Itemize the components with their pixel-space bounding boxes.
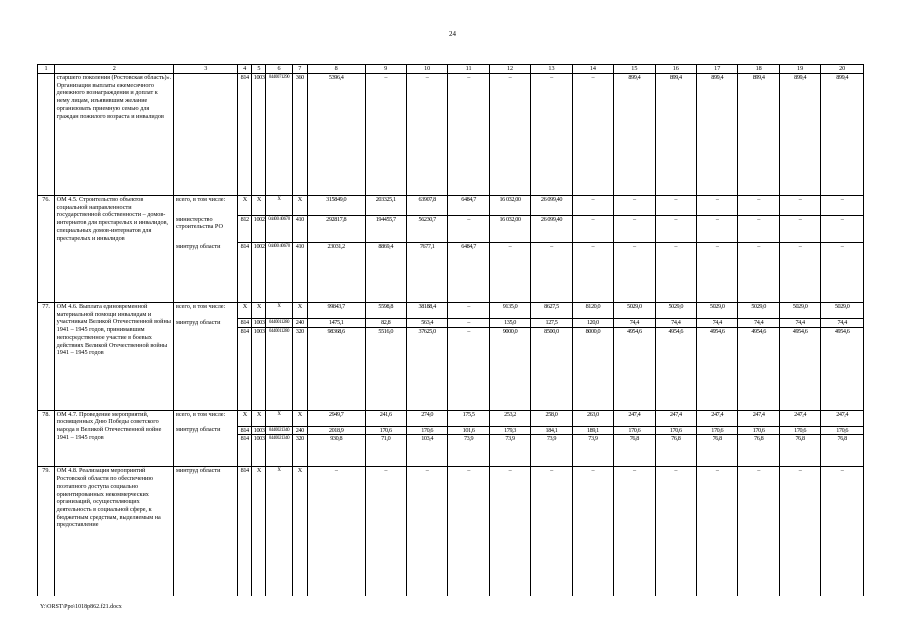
value-col-20: – <box>821 216 864 243</box>
value-col-6: Х <box>266 303 292 319</box>
value-col-10: 56230,7 <box>406 216 447 243</box>
value-col-19: 76,8 <box>779 435 820 467</box>
value-col-8: 23031,2 <box>307 243 365 303</box>
value-col-4: Х <box>238 303 252 319</box>
value-col-9: – <box>365 467 406 596</box>
value-col-17: – <box>697 467 738 596</box>
executor: минтруд области <box>174 467 238 596</box>
value-col-7: Х <box>292 303 307 319</box>
measure-description: старшего поколения (Ростовская область)». Организация выплаты ежемесячного денежного вознаграждения и доплат к нему лицам, изъявившим желание организовать приемную семью для граждан пожилого возраста и инвалидов <box>55 74 174 196</box>
value-col-6: 04400 40670 <box>266 216 292 243</box>
budget-table <box>37 64 864 596</box>
column-number-2: 2 <box>55 65 174 74</box>
value-col-15: 899,4 <box>614 74 655 196</box>
value-col-16: – <box>655 216 696 243</box>
value-col-6: 04400 40670 <box>266 243 292 303</box>
value-col-8: 1475,1 <box>307 319 365 328</box>
budget-table-container <box>37 64 864 596</box>
value-col-15: 247,4 <box>614 410 655 426</box>
executor: всего, в том числе: <box>174 196 238 216</box>
value-col-8: 930,8 <box>307 435 365 467</box>
value-col-10: 103,4 <box>406 435 447 467</box>
value-col-10: 38188,4 <box>406 303 447 319</box>
value-col-19: 74,4 <box>779 319 820 328</box>
value-col-12: 16 032,00 <box>489 216 530 243</box>
value-col-12: 135,0 <box>489 319 530 328</box>
value-col-18: 4954,6 <box>738 327 779 410</box>
column-number-17: 17 <box>697 65 738 74</box>
value-col-17: 5029,0 <box>697 303 738 319</box>
column-number-19: 19 <box>779 65 820 74</box>
value-col-12: 73,9 <box>489 435 530 467</box>
value-col-12: 9135,0 <box>489 303 530 319</box>
value-col-14: – <box>572 196 613 216</box>
value-col-18: 899,4 <box>738 74 779 196</box>
value-col-13: – <box>531 74 572 196</box>
value-col-20: 5029,0 <box>821 303 864 319</box>
value-col-9: 71,0 <box>365 435 406 467</box>
value-col-12: 179,3 <box>489 426 530 435</box>
value-col-14: 8000,0 <box>572 327 613 410</box>
value-col-14: 120,0 <box>572 319 613 328</box>
value-col-14: – <box>572 467 613 596</box>
value-col-14: 73,9 <box>572 435 613 467</box>
value-col-15: – <box>614 216 655 243</box>
value-col-19: 247,4 <box>779 410 820 426</box>
value-col-5: Х <box>252 196 266 216</box>
value-col-7: 320 <box>292 435 307 467</box>
value-col-17: 247,4 <box>697 410 738 426</box>
value-col-7: 410 <box>292 243 307 303</box>
value-col-4: 814 <box>238 327 252 410</box>
measure-description: ОМ 4.6. Выплата единовременной материальной помощи инвалидам и участникам Великой Отечественной войны 1941 – 1945 годов, принимавшим непосредственное участие в боевых действиях Великой Отечественной войны 1941 – 1945 годов <box>55 303 174 411</box>
column-number-20: 20 <box>821 65 864 74</box>
value-col-4: 814 <box>238 319 252 328</box>
value-col-13: 73,9 <box>531 435 572 467</box>
value-col-11: – <box>448 74 489 196</box>
value-col-12: – <box>489 243 530 303</box>
value-col-9: – <box>365 74 406 196</box>
column-number-1: 1 <box>38 65 55 74</box>
value-col-10: – <box>406 74 447 196</box>
value-col-17: – <box>697 196 738 216</box>
value-col-11: – <box>448 467 489 596</box>
value-col-7: 240 <box>292 319 307 328</box>
value-col-11: – <box>448 327 489 410</box>
column-number-8: 8 <box>307 65 365 74</box>
value-col-9: 203325,1 <box>365 196 406 216</box>
column-number-5: 5 <box>252 65 266 74</box>
value-col-6: Х <box>266 410 292 426</box>
column-number-11: 11 <box>448 65 489 74</box>
value-col-8: – <box>307 467 365 596</box>
value-col-13: 127,5 <box>531 319 572 328</box>
value-col-15: 5029,0 <box>614 303 655 319</box>
value-col-11: – <box>448 303 489 319</box>
executor <box>174 327 238 410</box>
value-col-9: 8869,4 <box>365 243 406 303</box>
value-col-5: 1003 <box>253 319 265 326</box>
value-col-5: 1002 <box>252 216 266 243</box>
value-col-10: 170,6 <box>406 426 447 435</box>
value-col-10: 63907,8 <box>406 196 447 216</box>
value-col-20: – <box>821 243 864 303</box>
value-col-12: 9000,0 <box>489 327 530 410</box>
column-number-13: 13 <box>531 65 572 74</box>
row-number: 79. <box>38 467 55 596</box>
value-col-17: – <box>697 243 738 303</box>
value-col-14: – <box>572 216 613 243</box>
value-col-20: – <box>821 467 864 596</box>
value-col-7: Х <box>292 467 307 596</box>
value-col-7: 320 <box>292 327 307 410</box>
executor <box>174 74 238 196</box>
value-col-5: 1002 <box>252 243 266 303</box>
value-col-8: 5396,4 <box>307 74 365 196</box>
value-col-7: Х <box>292 410 307 426</box>
value-col-10: 563,4 <box>406 319 447 328</box>
row-77-line <box>38 303 864 319</box>
value-col-12: 253,2 <box>489 410 530 426</box>
value-col-17: 170,6 <box>697 426 738 435</box>
value-col-19: – <box>779 216 820 243</box>
value-col-16: 4954,6 <box>655 327 696 410</box>
value-col-14: 189,1 <box>572 426 613 435</box>
value-col-13: 26 099,40 <box>531 196 572 216</box>
value-col-13: – <box>531 467 572 596</box>
value-col-13: 26 099,40 <box>531 216 572 243</box>
value-col-4: 814 <box>238 426 252 435</box>
value-col-8: 2018,9 <box>307 426 365 435</box>
value-col-11: – <box>448 319 489 328</box>
value-col-13: 258,0 <box>531 410 572 426</box>
value-col-20: 74,4 <box>821 319 864 328</box>
value-col-7: Х <box>292 196 307 216</box>
value-col-11: – <box>448 216 489 243</box>
value-col-9: 170,6 <box>365 426 406 435</box>
value-col-8: 315849,0 <box>307 196 365 216</box>
value-col-16: 247,4 <box>655 410 696 426</box>
value-col-16: 5029,0 <box>655 303 696 319</box>
value-col-6: 0440021340 <box>266 426 292 435</box>
value-col-19: 170,6 <box>779 426 820 435</box>
value-col-15: – <box>614 467 655 596</box>
value-col-20: 4954,6 <box>821 327 864 410</box>
value-col-9: 241,6 <box>365 410 406 426</box>
value-col-14: – <box>572 74 613 196</box>
row-number: 77. <box>38 303 55 411</box>
page-number: 24 <box>449 30 456 38</box>
value-col-8: 99843,7 <box>307 303 365 319</box>
value-col-19: – <box>779 243 820 303</box>
value-col-5: 1003 <box>252 74 266 196</box>
executor: министерство строительства РО <box>174 216 238 243</box>
value-col-16: 170,6 <box>655 426 696 435</box>
value-col-19: 5029,0 <box>779 303 820 319</box>
value-col-5: Х <box>252 303 266 319</box>
measure-description: ОМ 4.7. Проведение мероприятий, посвященных Дню Победы советского народа в Великой Отечественной войне 1941 – 1945 годов <box>55 410 174 467</box>
value-col-10: 7677,1 <box>406 243 447 303</box>
value-col-4: 814 <box>238 243 252 303</box>
column-number-4: 4 <box>238 65 252 74</box>
value-col-6: 0440011280 <box>266 327 292 410</box>
value-col-10: 274,0 <box>406 410 447 426</box>
value-col-18: – <box>738 243 779 303</box>
value-col-16: 76,8 <box>655 435 696 467</box>
value-col-4: 814 <box>238 435 252 467</box>
value-col-20: 899,4 <box>821 74 864 196</box>
value-col-12: – <box>489 74 530 196</box>
executor: всего, в том числе: <box>174 303 238 319</box>
value-col-6: Х <box>266 196 292 216</box>
value-col-18: 170,6 <box>738 426 779 435</box>
value-col-15: 74,4 <box>614 319 655 328</box>
column-number-14: 14 <box>572 65 613 74</box>
value-col-16: 899,4 <box>655 74 696 196</box>
measure-description: ОМ 4.5. Строительство объектов социальной направленности государственной собственности – домов-интернатов для престарелых и инвалидов, специальных домов-интернатов для престарелых и инвалидов <box>55 196 174 303</box>
column-number-6: 6 <box>266 65 292 74</box>
value-col-18: 247,4 <box>738 410 779 426</box>
value-col-20: 170,6 <box>821 426 864 435</box>
column-number-12: 12 <box>489 65 530 74</box>
value-col-15: 76,8 <box>614 435 655 467</box>
value-col-17: 74,4 <box>697 319 738 328</box>
footer-file-path: Y:\ORST\Ppo\1018p862.f21.docx <box>40 604 122 610</box>
value-col-18: 5029,0 <box>738 303 779 319</box>
value-col-16: – <box>655 196 696 216</box>
value-col-18: – <box>738 216 779 243</box>
column-number-7: 7 <box>292 65 307 74</box>
executor: минтруд области <box>174 319 238 328</box>
column-number-header-row <box>38 65 864 74</box>
value-col-15: 170,6 <box>614 426 655 435</box>
measure-description: ОМ 4.8. Реализация мероприятий Ростовской области по обеспечению поэтапного доступа социально ориентированных некоммерческих организаций, осуществляющих деятельность в социальной сфере, к бюджетным средствам, выделяемым на предоставление <box>55 467 174 596</box>
executor: минтруд области <box>174 426 238 435</box>
value-col-20: 76,8 <box>821 435 864 467</box>
value-col-15: – <box>614 196 655 216</box>
value-col-5: 1003 <box>252 327 266 410</box>
value-col-5: 1003 <box>252 435 266 467</box>
value-col-19: 4954,6 <box>779 327 820 410</box>
value-col-6: 0440011280 <box>266 319 292 328</box>
value-col-17: 4954,6 <box>697 327 738 410</box>
value-col-13: – <box>531 243 572 303</box>
row-number <box>38 74 55 196</box>
value-col-9: 5598,8 <box>365 303 406 319</box>
value-col-16: – <box>655 467 696 596</box>
value-col-10: 37625,0 <box>406 327 447 410</box>
value-col-4: Х <box>238 196 252 216</box>
value-col-16: – <box>655 243 696 303</box>
value-col-4: 814 <box>238 467 252 596</box>
value-col-10: – <box>406 467 447 596</box>
value-col-7: 240 <box>292 426 307 435</box>
value-col-18: 74,4 <box>738 319 779 328</box>
value-col-18: – <box>738 467 779 596</box>
value-col-12: 16 032,00 <box>489 196 530 216</box>
value-col-18: 76,8 <box>738 435 779 467</box>
value-col-15: 4954,6 <box>614 327 655 410</box>
value-col-20: 247,4 <box>821 410 864 426</box>
value-col-19: – <box>779 467 820 596</box>
value-col-13: 8500,0 <box>531 327 572 410</box>
value-col-13: 8627,5 <box>531 303 572 319</box>
value-col-14: 8120,0 <box>572 303 613 319</box>
column-number-10: 10 <box>406 65 447 74</box>
value-col-9: 5516,0 <box>365 327 406 410</box>
row-cont-line <box>38 74 864 196</box>
value-col-17: – <box>697 216 738 243</box>
column-number-18: 18 <box>738 65 779 74</box>
value-col-19: – <box>779 196 820 216</box>
row-number: 76. <box>38 196 55 303</box>
value-col-9: 82,8 <box>365 319 406 328</box>
value-col-16: 74,4 <box>655 319 696 328</box>
column-number-16: 16 <box>655 65 696 74</box>
value-col-17: 76,8 <box>697 435 738 467</box>
row-79-line <box>38 467 864 596</box>
value-col-4: Х <box>238 410 252 426</box>
value-col-9: 194455,7 <box>365 216 406 243</box>
value-col-19: 899,4 <box>779 74 820 196</box>
value-col-7: 360 <box>292 74 307 196</box>
value-col-11: 6484,7 <box>448 243 489 303</box>
value-col-6: Х <box>266 467 292 596</box>
row-76-line <box>38 196 864 216</box>
value-col-8: 2949,7 <box>307 410 365 426</box>
value-col-8: 98368,6 <box>307 327 365 410</box>
value-col-14: 263,0 <box>572 410 613 426</box>
value-col-15: – <box>614 243 655 303</box>
value-col-14: – <box>572 243 613 303</box>
executor <box>174 435 238 467</box>
value-col-6: 0440071290 <box>266 74 292 196</box>
value-col-4: 814 <box>238 74 252 196</box>
value-col-5: Х <box>252 467 266 596</box>
value-col-5: Х <box>252 410 266 426</box>
value-col-5: 1003 <box>253 426 265 434</box>
value-col-11: 6484,7 <box>448 196 489 216</box>
value-col-17: 899,4 <box>697 74 738 196</box>
value-col-11: 101,6 <box>448 426 489 435</box>
column-number-9: 9 <box>365 65 406 74</box>
value-col-8: 292817,8 <box>307 216 365 243</box>
value-col-7: 410 <box>292 216 307 243</box>
value-col-4: 812 <box>238 216 252 243</box>
row-78-line <box>38 410 864 426</box>
value-col-12: – <box>489 467 530 596</box>
value-col-6: 0440021340 <box>266 435 292 467</box>
row-number: 78. <box>38 410 55 467</box>
value-col-20: – <box>821 196 864 216</box>
executor: всего, в том числе: <box>174 410 238 426</box>
value-col-11: 175,5 <box>448 410 489 426</box>
value-col-11: 73,9 <box>448 435 489 467</box>
value-col-13: 184,1 <box>531 426 572 435</box>
column-number-15: 15 <box>614 65 655 74</box>
column-number-3: 3 <box>174 65 238 74</box>
value-col-18: – <box>738 196 779 216</box>
executor: минтруд области <box>174 243 238 303</box>
